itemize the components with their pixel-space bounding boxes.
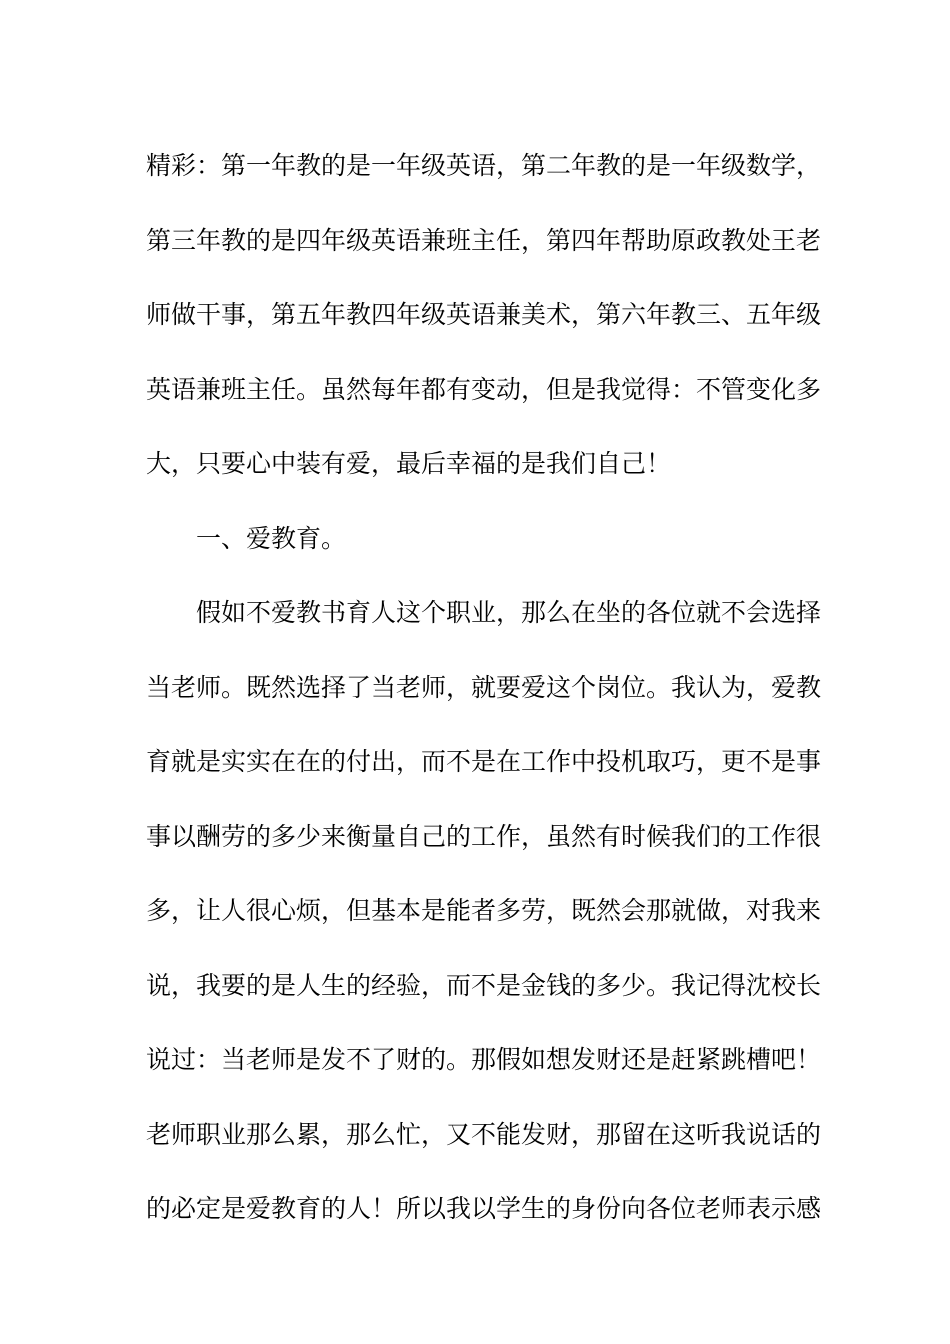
text-line: 英语兼班主任。虽然每年都有变动，但是我觉得：不管变化多: [146, 374, 822, 404]
text-line: 精彩：第一年教的是一年级英语，第二年教的是一年级数学，: [146, 151, 822, 180]
text-line: 多，让人很心烦，但基本是能者多劳，既然会那就做，对我来: [146, 896, 822, 925]
paragraph-start-line: 假如不爱教书育人这个职业，那么在坐的各位就不会选择: [196, 598, 822, 627]
text-line: 说过：当老师是发不了财的。那假如想发财还是赶紧跳槽吧！: [146, 1045, 822, 1074]
body-text: [146, 129, 822, 1247]
text-line: 的必定是爱教育的人！所以我以学生的身份向各位老师表示感: [146, 1194, 822, 1223]
text-line: 育就是实实在在的付出，而不是在工作中投机取巧，更不是事: [146, 747, 822, 776]
text-line: 师做干事，第五年教四年级英语兼美术，第六年教三、五年级: [146, 300, 822, 329]
section-heading: 一、爱教育。: [196, 523, 347, 553]
text-line: 说，我要的是人生的经验，而不是金钱的多少。我记得沈校长: [146, 970, 822, 1000]
text-line: 大，只要心中装有爱，最后幸福的是我们自己！: [146, 449, 672, 478]
text-line: 老师职业那么累，那么忙，又不能发财，那留在这听我说话的: [146, 1119, 822, 1149]
text-line: 当老师。既然选择了当老师，就要爱这个岗位。我认为，爱教: [146, 672, 822, 702]
text-line: 事以酬劳的多少来衡量自己的工作，虽然有时候我们的工作很: [146, 821, 822, 851]
text-line: 第三年教的是四年级英语兼班主任，第四年帮助原政教处王老: [146, 225, 822, 255]
